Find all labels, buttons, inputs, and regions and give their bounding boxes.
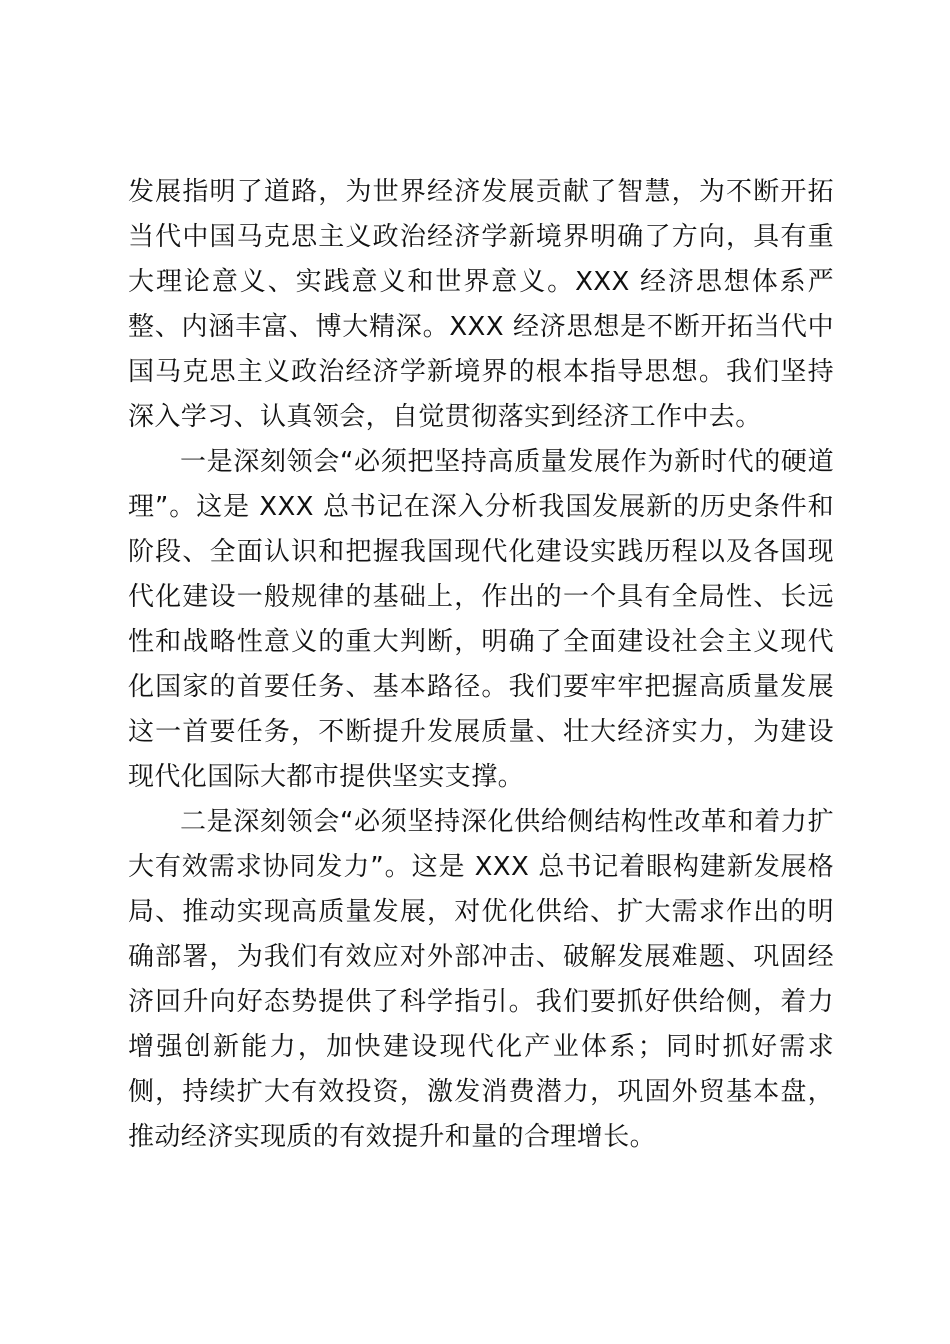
paragraph-continuation: 发展指明了道路，为世界经济发展贡献了智慧，为不断开拓当代中国马克思主义政治经济学新境界明确了方向，具有重大理论意义、实践意义和世界意义。XXX 经济思想体系严整、内涵丰富、博大精深。XXX 经济思想是不断开拓当代中国马克思主义政治经济学新境界的根本指导思想。我们坚持深入学习、认真领会，自觉贯彻落实到经济工作中去。 [128,177,834,432]
document-body [128,170,834,1160]
paragraph-point-one: 一是深刻领会“必须把坚持高质量发展作为新时代的硬道理”。这是 XXX 总书记在深入分析我国发展新的历史条件和阶段、全面认识和把握我国现代化建设实践历程以及各国现代化建设一般规律的基础上，作出的一个具有全局性、长远性和战略性意义的重大判断，明确了全面建设社会主义现代化国家的首要任务、基本路径。我们要牢牢把握高质量发展这一首要任务，不断提升发展质量、壮大经济实力，为建设现代化国际大都市提供坚实支撑。 [128,447,834,792]
paragraph-point-two: 二是深刻领会“必须坚持深化供给侧结构性改革和着力扩大有效需求协同发力”。这是 XXX 总书记着眼构建新发展格局、推动实现高质量发展，对优化供给、扩大需求作出的明确部署，为我们有效应对外部冲击、破解发展难题、巩固经济回升向好态势提供了科学指引。我们要抓好供给侧，着力增强创新能力，加快建设现代化产业体系；同时抓好需求侧，持续扩大有效投资，激发消费潜力，巩固外贸基本盘，推动经济实现质的有效提升和量的合理增长。 [128,807,834,1152]
